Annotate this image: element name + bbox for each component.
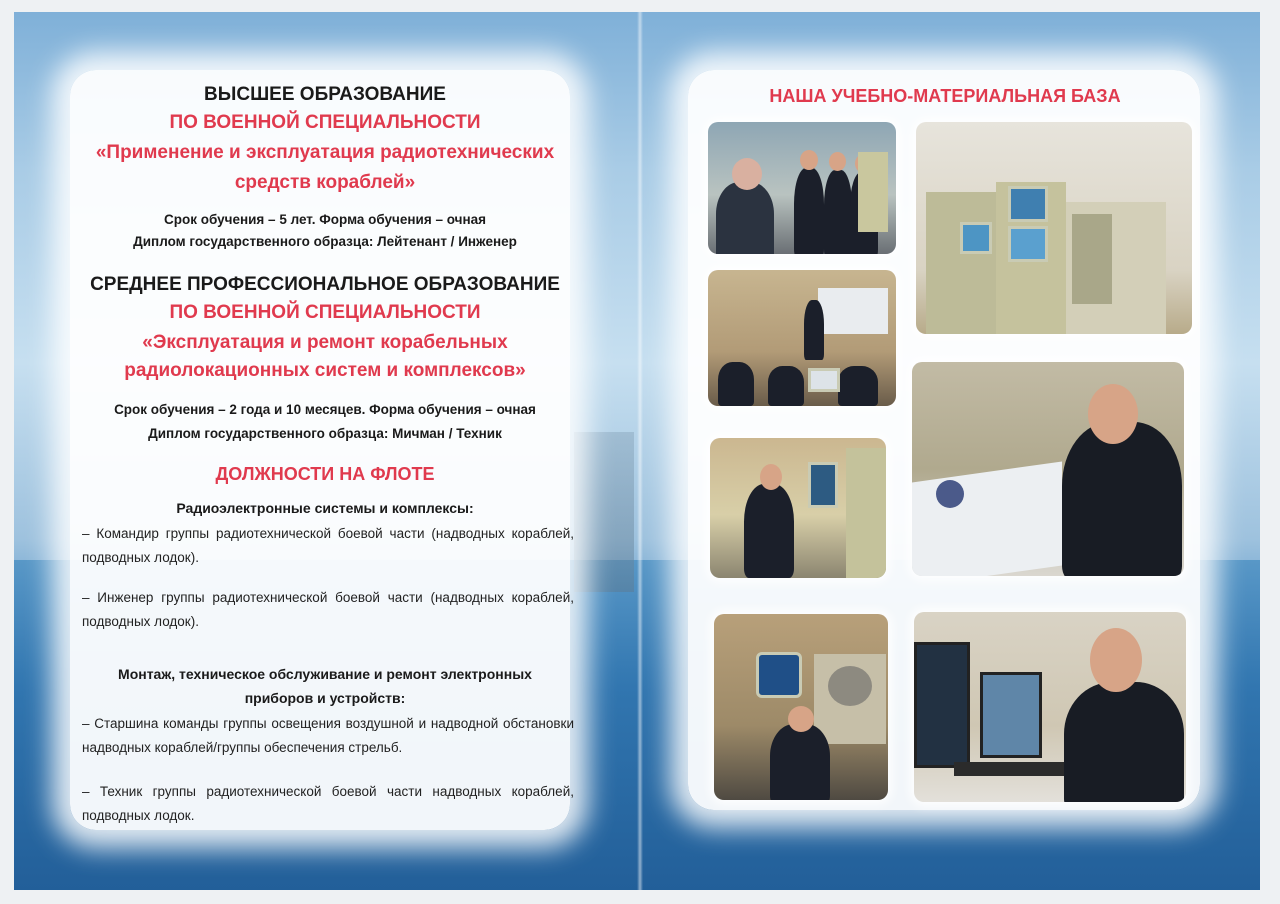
photo-computer-class xyxy=(708,270,896,406)
study-info-2-line2: Диплом государственного образца: Мичман / Техник xyxy=(148,426,502,441)
photo-plotting-table xyxy=(912,362,1184,576)
study-info-1-line1: Срок обучения – 5 лет. Форма обучения – очная xyxy=(163,212,487,227)
photo-radar-consoles xyxy=(916,122,1192,334)
specialty-label-2: ПО ВОЕННОЙ СПЕЦИАЛЬНОСТИ xyxy=(169,302,481,323)
specialty-name-1-line1: «Применение и эксплуатация радиотехнических xyxy=(95,142,555,163)
group2-title-line2: приборов и устройств: xyxy=(244,690,406,706)
group2-item-technician: – Техник группы радиотехнической боевой части надводных кораблей, подводных лодок. xyxy=(82,784,574,823)
photo-radar-screens xyxy=(714,614,888,800)
group2-item-petty-officer: – Старшина команды группы освещения воздушной и надводной обстановки надводных кораблей/группы обеспечения стрельб. xyxy=(82,716,574,755)
ship-background xyxy=(574,432,634,592)
specialty-name-1-line2: средств кораблей» xyxy=(234,172,416,193)
fleet-positions-heading: ДОЛЖНОСТИ НА ФЛОТЕ xyxy=(215,464,435,484)
training-base-heading: НАША УЧЕБНО-МАТЕРИАЛЬНАЯ БАЗА xyxy=(769,86,1121,106)
specialty-name-2-line1: «Эксплуатация и ремонт корабельных xyxy=(142,332,508,353)
specialty-label-1: ПО ВОЕННОЙ СПЕЦИАЛЬНОСТИ xyxy=(169,112,481,133)
page-fold xyxy=(637,12,643,890)
photo-classroom-briefing xyxy=(708,122,896,254)
group1-item-engineer: – Инженер группы радиотехнической боевой части (надводных кораблей, подводных лодок). xyxy=(82,590,574,629)
specialty-name-2-line2: радиолокационных систем и комплексов» xyxy=(124,360,526,381)
group1-title: Радиоэлектронные системы и комплексы: xyxy=(176,500,474,516)
photo-computer-operator xyxy=(914,612,1186,802)
secondary-education-heading: СРЕДНЕЕ ПРОФЕССИОНАЛЬНОЕ ОБРАЗОВАНИЕ xyxy=(90,274,560,295)
higher-education-heading: ВЫСШЕЕ ОБРАЗОВАНИЕ xyxy=(204,84,446,105)
study-info-1-line2: Диплом государственного образца: Лейтенант / Инженер xyxy=(133,234,517,249)
group1-item-commander: – Командир группы радиотехнической боевой части (надводных кораблей, подводных лодок). xyxy=(82,526,574,565)
study-info-2-line1: Срок обучения – 2 года и 10 месяцев. Форма обучения – очная xyxy=(114,402,536,417)
group2-title-line1: Монтаж, техническое обслуживание и ремонт электронных xyxy=(118,666,532,682)
photo-console-operator xyxy=(710,438,886,578)
